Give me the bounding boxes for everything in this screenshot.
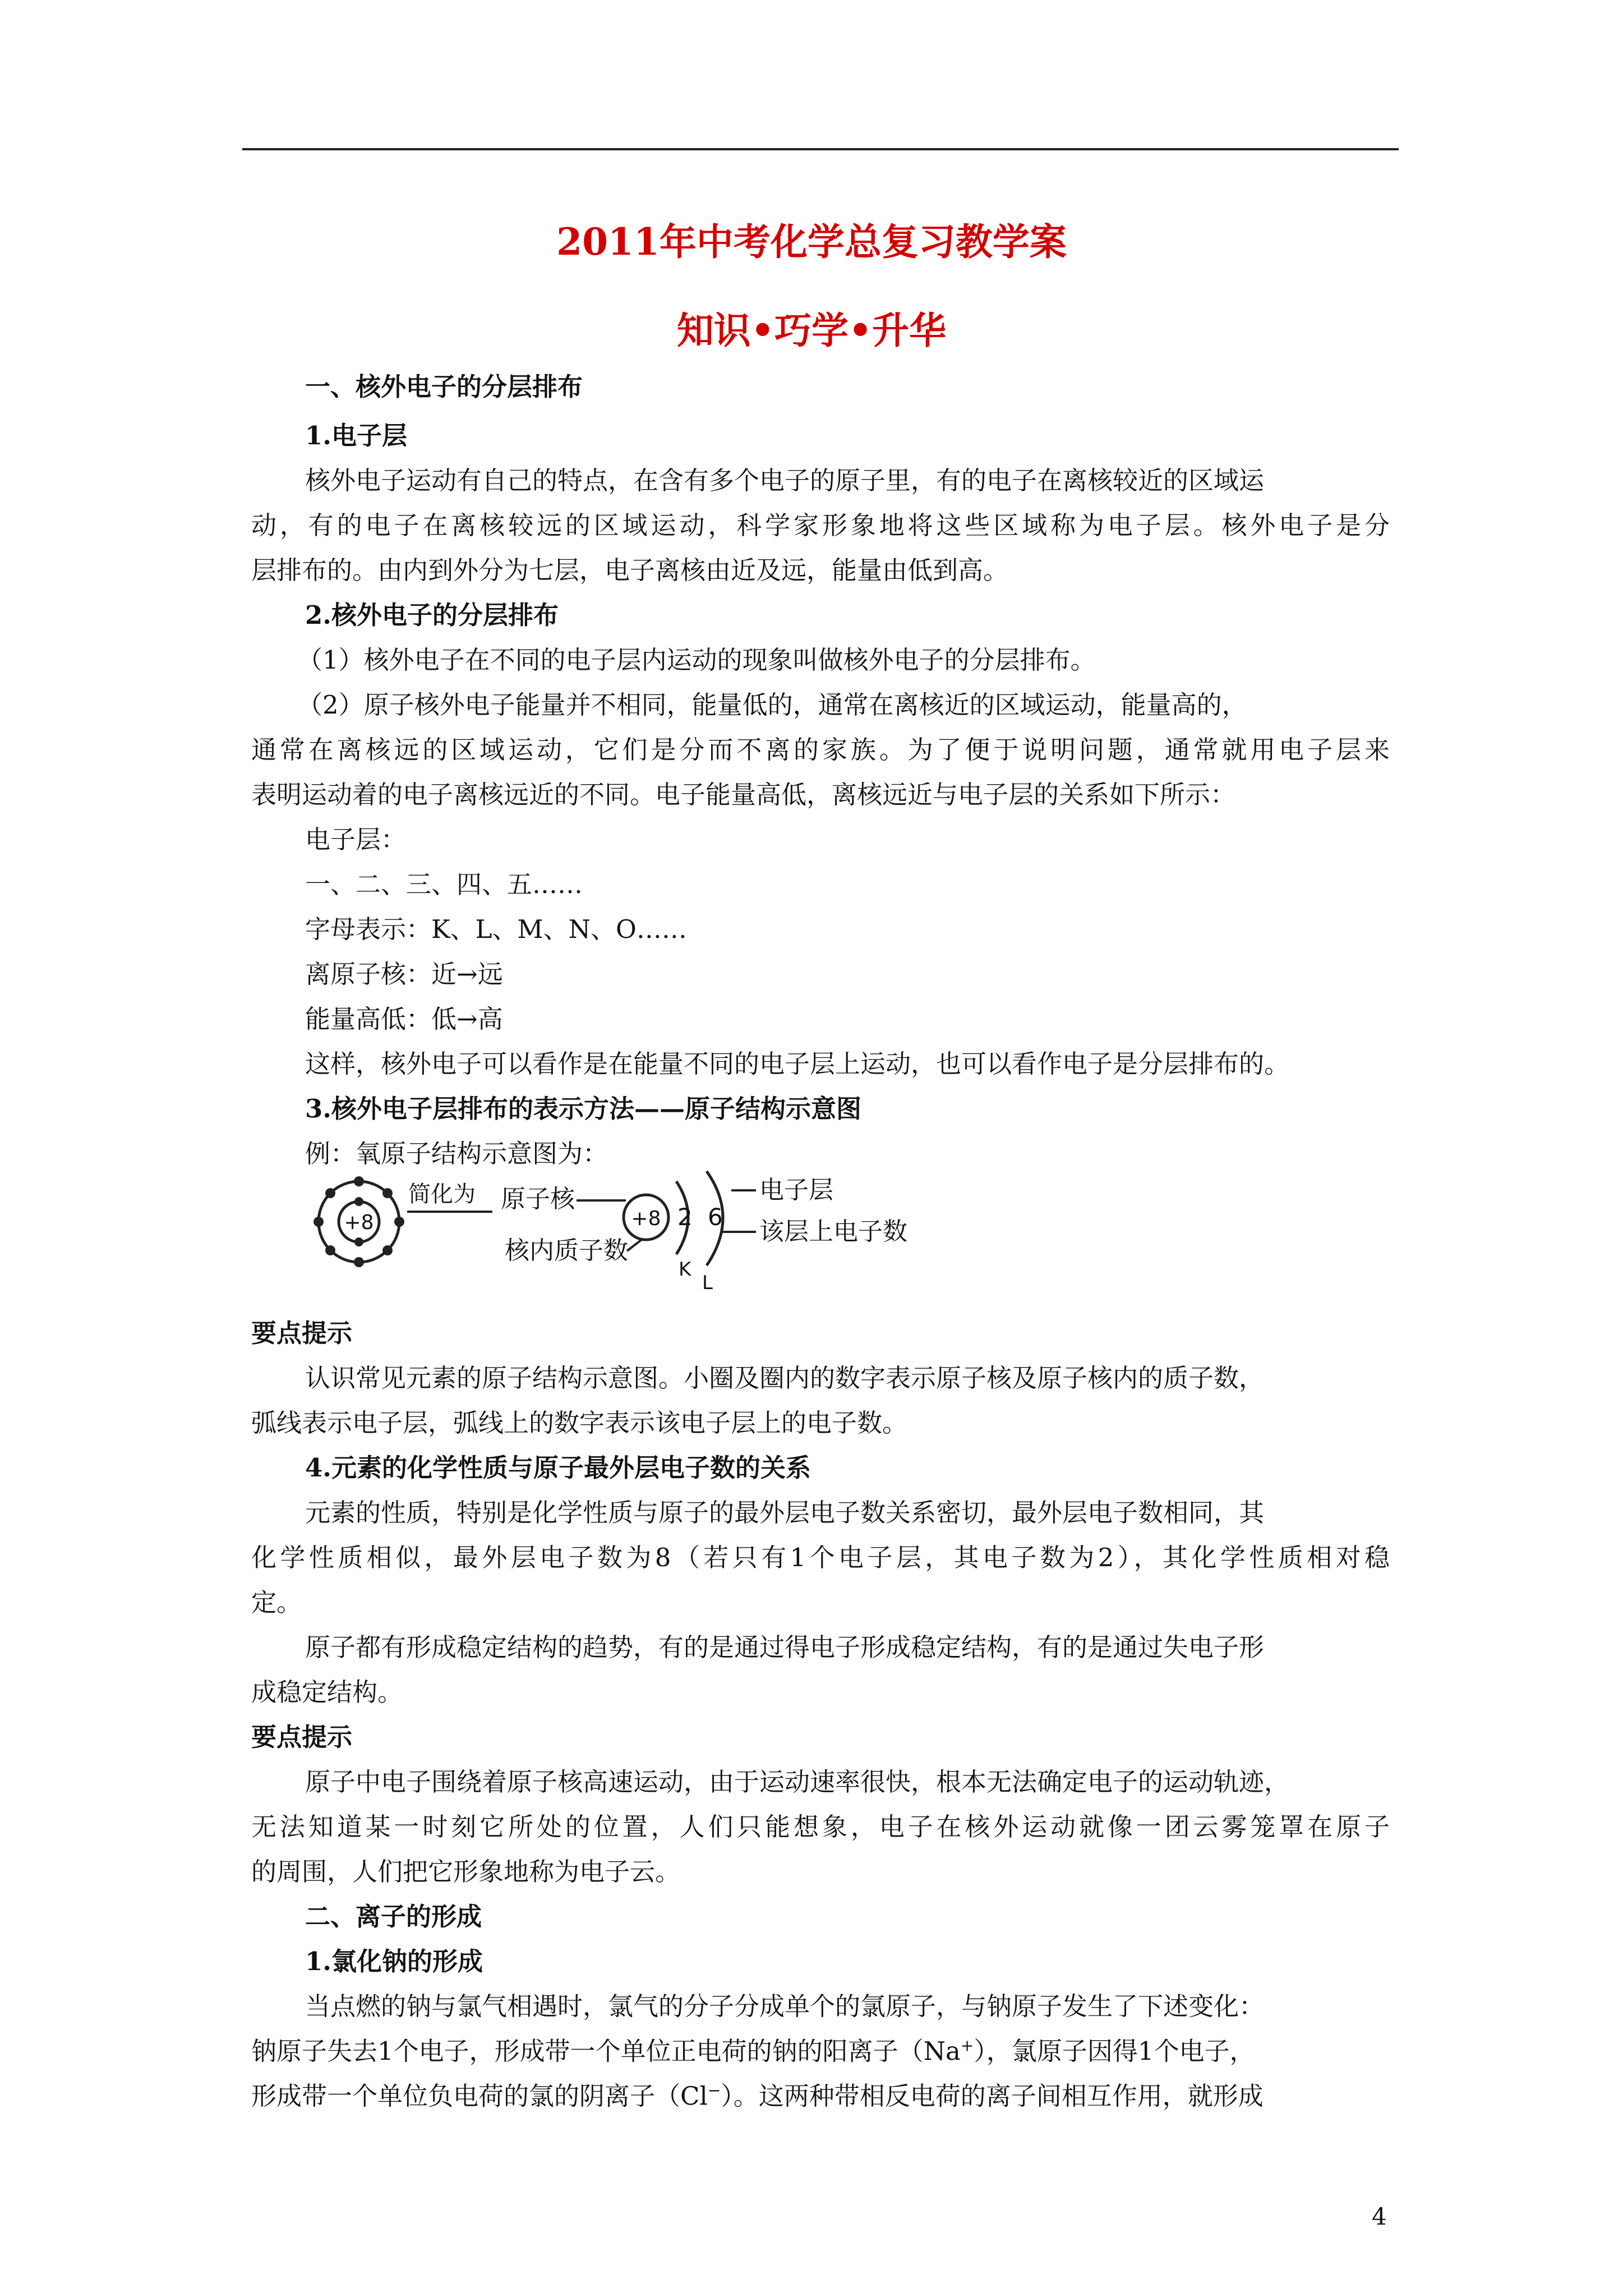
subsection-heading: 1.氯化钠的形成 [305,1947,483,1976]
connector-line [627,1240,642,1251]
subsection-heading: 3.核外电子层排布的表示方法——原子结构示意图 [305,1094,861,1124]
proton-number-label: 核内质子数 [505,1236,628,1265]
shell-label: 电子层 [759,1176,833,1204]
header-rule [242,148,1399,150]
paragraph-line [251,2079,1264,2113]
paragraph-line: 成稳定结构。 [251,1677,403,1707]
simplified-as-label: 简化为 [408,1181,476,1207]
shell-l-letter: L [702,1272,713,1290]
subsection-heading: 2.核外电子的分层排布 [305,600,559,630]
paragraph-line: 原子中电子围绕着原子核高速运动，由于运动速率很快，根本无法确定电子的运动轨迹， [305,1767,1290,1797]
paragraph-line: 表明运动着的电子离核远近的不同。电子能量高低，离核远近与电子层的关系如下所示： [251,780,1236,809]
paragraph-line: 元素的性质，特别是化学性质与原子的最外层电子数关系密切，最外层电子数相同，其 [305,1498,1265,1527]
paragraph-line: （1）核外电子在不同的电子层内运动的现象叫做核外电子的分层排布。 [297,645,1096,675]
paragraph-line: 核外电子运动有自己的特点，在含有多个电子的原子里，有的电子在离核较近的区域运 [305,466,1265,495]
page-title: 2011年中考化学总复习教学案 [556,220,1067,264]
list-line: 能量高低：低→高 [305,1004,503,1034]
text-run: ）。这两种带相反电荷的离子间相互作用，就形成 [721,2081,1264,2111]
nucleus-charge-label: +8 [344,1211,374,1234]
paragraph-line: 定。 [251,1588,302,1617]
paragraph-line: 原子都有形成稳定结构的趋势，有的是通过得电子形成稳定结构，有的是通过失电子形 [305,1632,1265,1662]
subsection-heading: 1.电子层 [305,421,407,450]
page-subtitle: 知识•巧学•升华 [676,309,947,352]
paragraph-line [251,2035,1255,2068]
list-line: 字母表示：K、L、M、N、O…… [305,914,687,944]
simplified-nucleus-charge: +8 [631,1207,661,1230]
paragraph-line: 弧线表示电子层，弧线上的数字表示该电子层上的电子数。 [251,1408,908,1438]
paragraph-line: （2）原子核外电子能量并不相同，能量低的，通常在离核近的区域运动，能量高的， [297,690,1247,720]
paragraph-line: 无法知道某一时刻它所处的位置，人们只能想象，电子在核外运动就像一团云雾笼罩在原子 [251,1812,1390,1842]
paragraph-line: 通常在离核远的区域运动，它们是分而不离的家族。为了便于说明问题，通常就用电子层来 [251,735,1390,765]
list-line: 一、二、三、四、五…… [305,869,583,899]
paragraph-line: 当点燃的钠与氯气相遇时，氯气的分子分成单个的氯原子，与钠原子发生了下述变化： [305,1991,1265,2021]
text-run: 形成带一个单位负电荷的氯的阴离子（Cl [251,2081,708,2111]
paragraph-line: 层排布的。由内到外分为七层，电子离核由近及远，能量由低到高。 [251,555,1009,585]
electrons-label: 该层上电子数 [759,1217,907,1246]
key-point-heading: 要点提示 [251,1318,353,1348]
shell-k-letter: K [679,1258,691,1281]
shell-l-electron-count: 6 [708,1203,723,1231]
paragraph-line: 例：氧原子结构示意图为： [305,1139,608,1168]
paragraph-line: 的周围，人们把它形象地称为电子云。 [251,1857,681,1887]
paragraph-line: 这样，核外电子可以看作是在能量不同的电子层上运动，也可以看作电子是分层排布的。 [305,1049,1290,1079]
shell-k-electron-count: 2 [677,1203,693,1231]
superscript: − [707,2081,721,2100]
oxygen-atom-model [313,1176,404,1267]
paragraph-line: 动，有的电子在离核较远的区域运动，科学家形象地将这些区域称为电子层。核外电子是分 [251,510,1390,540]
text-run: ），氯原子因得1个电子， [974,2036,1255,2066]
text-run: 钠原子失去1个电子，形成带一个单位正电荷的钠的阳离子（Na [251,2036,961,2066]
section-heading: 二、离子的形成 [305,1902,482,1931]
key-point-heading: 要点提示 [251,1722,353,1752]
list-line: 离原子核：近→远 [305,959,503,989]
nucleus-label: 原子核 [501,1185,575,1213]
paragraph-line: 认识常见元素的原子结构示意图。小圈及圈内的数字表示原子核及原子核内的质子数， [305,1363,1265,1393]
superscript: + [960,2036,974,2055]
subsection-heading: 4.元素的化学性质与原子最外层电子数的关系 [305,1453,811,1483]
section-heading: 一、核外电子的分层排布 [305,372,583,402]
page-number: 4 [1372,2203,1387,2230]
paragraph-line: 化学性质相似，最外层电子数为8（若只有1个电子层，其电子数为2），其化学性质相对稳 [251,1543,1390,1572]
list-line: 电子层： [305,825,407,854]
atom-structure-diagram [307,1156,947,1290]
